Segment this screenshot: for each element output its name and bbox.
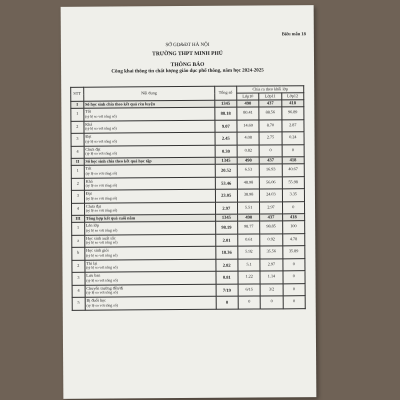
row-grade-value: 80.41 xyxy=(237,107,259,120)
row-total: 18.36 xyxy=(215,246,237,259)
section-grade-count: 437 xyxy=(259,157,281,164)
row-content xyxy=(84,234,215,247)
row-grade-value: 98.77 xyxy=(238,221,260,234)
row-stt: 3 xyxy=(71,133,84,146)
row-grade-value: 0 xyxy=(259,144,281,157)
row-grade-value: 16.93 xyxy=(260,164,282,177)
row-content xyxy=(84,120,215,133)
row-content xyxy=(84,164,215,177)
row-label: Khá xyxy=(85,178,93,184)
row-total: 2.45 xyxy=(215,132,237,145)
row-stt: 1 xyxy=(71,108,84,121)
row-label: Bị đuổi học xyxy=(86,297,107,303)
section-stt: I xyxy=(71,101,84,108)
header-stt: STT xyxy=(71,87,84,101)
row-grade-value: 3/2 xyxy=(260,283,282,296)
row-grade-value: 4.78 xyxy=(282,233,304,246)
row-total: 98.19 xyxy=(215,221,237,234)
row-label: Lưu ban xyxy=(86,272,101,278)
header-content: Nội dung xyxy=(83,86,214,101)
row-label: Đạt xyxy=(85,190,92,196)
document-subtitle: Công khai thông tin chất lượng giáo dục phổ thông, năm học 2024-2025 xyxy=(111,68,264,75)
row-grade-value: 48.98 xyxy=(237,177,259,190)
row-note: (tỷ lệ so với tổng số) xyxy=(86,278,118,283)
row-note: (tỷ lệ so với tổng số) xyxy=(86,253,118,258)
row-label: Khá xyxy=(85,121,93,127)
row-grade-value: 1.14 xyxy=(260,271,282,284)
row-content xyxy=(85,246,216,259)
row-grade-value: 24.03 xyxy=(260,189,282,202)
row-total: 0.81 xyxy=(216,271,238,284)
row-label: Lên lớp xyxy=(85,222,99,228)
row-note: (tỷ lệ so với tổng số) xyxy=(85,196,118,201)
row-stt: 5 xyxy=(72,297,85,310)
section-stt: III xyxy=(72,215,85,222)
section-grade-count: 490 xyxy=(237,100,259,107)
row-grade-value: 55.98 xyxy=(282,176,304,189)
row-total: 9.07 xyxy=(215,120,237,133)
header-grade-10: Lớp10 xyxy=(237,93,259,100)
document-title: THÔNG BÁO xyxy=(170,61,205,69)
row-content xyxy=(84,221,215,234)
row-grade-value: 0 xyxy=(238,296,260,309)
row-stt: b xyxy=(72,247,85,260)
row-content xyxy=(85,296,216,309)
row-content xyxy=(85,259,216,272)
section-stt: II xyxy=(71,158,84,165)
row-grade-value: 35.89 xyxy=(282,246,304,259)
row-total: 2.82 xyxy=(216,259,238,272)
row-label: Học sinh giỏi xyxy=(86,247,109,253)
row-total: 23.05 xyxy=(215,189,237,202)
row-note: (tỷ lệ so với tổng số) xyxy=(86,290,118,296)
row-stt: 4 xyxy=(72,285,85,298)
quality-table xyxy=(70,85,306,310)
document-page xyxy=(61,5,317,399)
row-grade-value: 96.89 xyxy=(281,107,303,120)
section-total: 1345 xyxy=(215,157,237,164)
row-grade-value: 4.08 xyxy=(237,132,259,145)
row-grade-value: 0.82 xyxy=(237,145,259,158)
row-stt: 4 xyxy=(71,146,84,159)
table-row xyxy=(72,296,305,310)
row-label: Học sinh xuất sắc xyxy=(85,235,116,241)
row-note: (tỷ lệ so với tổng số) xyxy=(86,240,118,246)
row-total: 88.18 xyxy=(214,107,236,120)
row-grade-value: 0 xyxy=(260,296,282,309)
row-grade-value: 88.56 xyxy=(259,107,281,120)
section-total: 1345 xyxy=(214,100,236,107)
row-content xyxy=(84,107,215,120)
row-note: (tỷ lệ so với tổng số) xyxy=(86,265,118,271)
row-label: Tốt xyxy=(85,108,91,114)
row-grade-value: 0 xyxy=(283,271,305,284)
row-grade-value: 6/15 xyxy=(238,284,260,297)
row-content xyxy=(84,189,215,202)
row-stt: 2 xyxy=(71,178,84,191)
row-content xyxy=(84,177,215,190)
row-grade-value: 56.06 xyxy=(260,176,282,189)
row-grade-value: 0 xyxy=(283,296,305,309)
row-content xyxy=(84,145,215,158)
row-note: (tỷ lệ so với tổng số) xyxy=(86,303,118,308)
header-grade-11: Lớp11 xyxy=(259,93,281,100)
row-total: 7/19 xyxy=(216,284,238,297)
row-grade-value: 100 xyxy=(282,221,304,234)
school-name: TRƯỜNG THPT MINH PHÚ xyxy=(152,50,223,58)
section-grade-count: 437 xyxy=(260,214,282,221)
row-total: 2.97 xyxy=(215,202,237,215)
row-total: 0 xyxy=(216,296,238,309)
row-stt: 2 xyxy=(72,260,85,273)
row-stt: 3 xyxy=(72,272,85,285)
row-grade-value: 14.69 xyxy=(237,120,259,133)
section-grade-count: 490 xyxy=(238,214,260,221)
row-grade-value: 2.97 xyxy=(260,258,282,271)
row-grade-value: 0 xyxy=(282,144,304,157)
row-label: Thi lại xyxy=(86,260,98,266)
row-note: (tỷ lệ so với tổng số) xyxy=(85,183,118,189)
row-total: 53.46 xyxy=(215,177,237,190)
row-content xyxy=(85,284,216,297)
table-body xyxy=(71,100,305,310)
department-name: SỞ GD&ĐT HÀ NỘI xyxy=(165,42,210,49)
row-grade-value: 5.92 xyxy=(238,246,260,259)
row-label: Tốt xyxy=(85,165,92,171)
row-grade-value: 98.85 xyxy=(260,221,282,234)
row-stt: 3 xyxy=(71,190,84,203)
row-grade-value: 40.67 xyxy=(282,164,304,177)
row-grade-value: 5.1 xyxy=(238,259,260,272)
row-label: Chưa đạt xyxy=(85,203,101,209)
row-grade-value: 2.87 xyxy=(282,119,304,132)
row-note: (tỷ lệ so với tổng số) xyxy=(85,139,117,144)
row-total: 0.30 xyxy=(215,145,237,158)
row-grade-value: 0.24 xyxy=(282,132,304,145)
row-grade-value: 0.92 xyxy=(260,233,282,246)
row-grade-value: 38.98 xyxy=(237,189,259,202)
header-total: Tổng số xyxy=(214,86,236,100)
section-grade-count: 437 xyxy=(259,100,281,107)
section-title: Số học sinh chia theo kết quả rèn luyện xyxy=(84,100,215,108)
row-label: Đạt xyxy=(85,133,92,139)
section-title: Số học sinh chia theo kết quả học tập xyxy=(84,157,215,165)
row-total: 2.01 xyxy=(215,234,237,247)
row-grade-value: 2.97 xyxy=(260,201,282,214)
row-content xyxy=(85,271,216,284)
section-grade-count: 490 xyxy=(237,157,259,164)
section-title: Tổng hợp kết quả cuối năm xyxy=(84,214,215,222)
row-note: (tỷ lệ so với tổng số) xyxy=(85,208,118,214)
row-grade-value: 8.70 xyxy=(259,119,281,132)
row-grade-value: 1.22 xyxy=(238,271,260,284)
section-total: 1345 xyxy=(215,214,237,221)
row-note: (tỷ lệ so với tổng số) xyxy=(85,171,118,176)
row-note: (tỷ lệ so với tổng số) xyxy=(85,114,117,119)
row-grade-value: 35.56 xyxy=(260,246,282,259)
section-grade-count: 418 xyxy=(281,100,303,107)
row-label: Chuyển trường đến/đi xyxy=(86,285,124,291)
row-note: (tỷ lệ so với tổng số) xyxy=(85,126,117,132)
row-content xyxy=(84,132,215,145)
form-number: Biểu mẫu 18 xyxy=(281,31,306,37)
header-grade-group: Chia ra theo khối lớp xyxy=(237,86,304,93)
row-grade-value: 6.53 xyxy=(237,164,259,177)
row-grade-value: 2.75 xyxy=(259,132,281,145)
row-grade-value: 0 xyxy=(283,258,305,271)
row-stt: 1 xyxy=(72,222,85,235)
row-stt: 4 xyxy=(72,203,85,216)
row-stt: 2 xyxy=(71,121,84,134)
row-content xyxy=(84,202,215,215)
row-note: (tỷ lệ so với tổng số) xyxy=(85,151,117,157)
row-grade-value: 0 xyxy=(282,201,304,214)
row-grade-value: 0 xyxy=(283,283,305,296)
row-grade-value: 3.35 xyxy=(282,189,304,202)
row-grade-value: 5.51 xyxy=(237,202,259,215)
row-label: Chưa đạt xyxy=(85,146,101,152)
row-grade-value: 0.61 xyxy=(238,234,260,247)
row-stt: a xyxy=(72,235,85,248)
row-stt: 1 xyxy=(71,165,84,178)
section-grade-count: 418 xyxy=(282,214,304,221)
row-note: (tỷ lệ so với tổng số) xyxy=(85,228,118,233)
row-total: 20.52 xyxy=(215,164,237,177)
section-grade-count: 418 xyxy=(282,157,304,164)
header-grade-12: Lớp12 xyxy=(281,93,303,100)
